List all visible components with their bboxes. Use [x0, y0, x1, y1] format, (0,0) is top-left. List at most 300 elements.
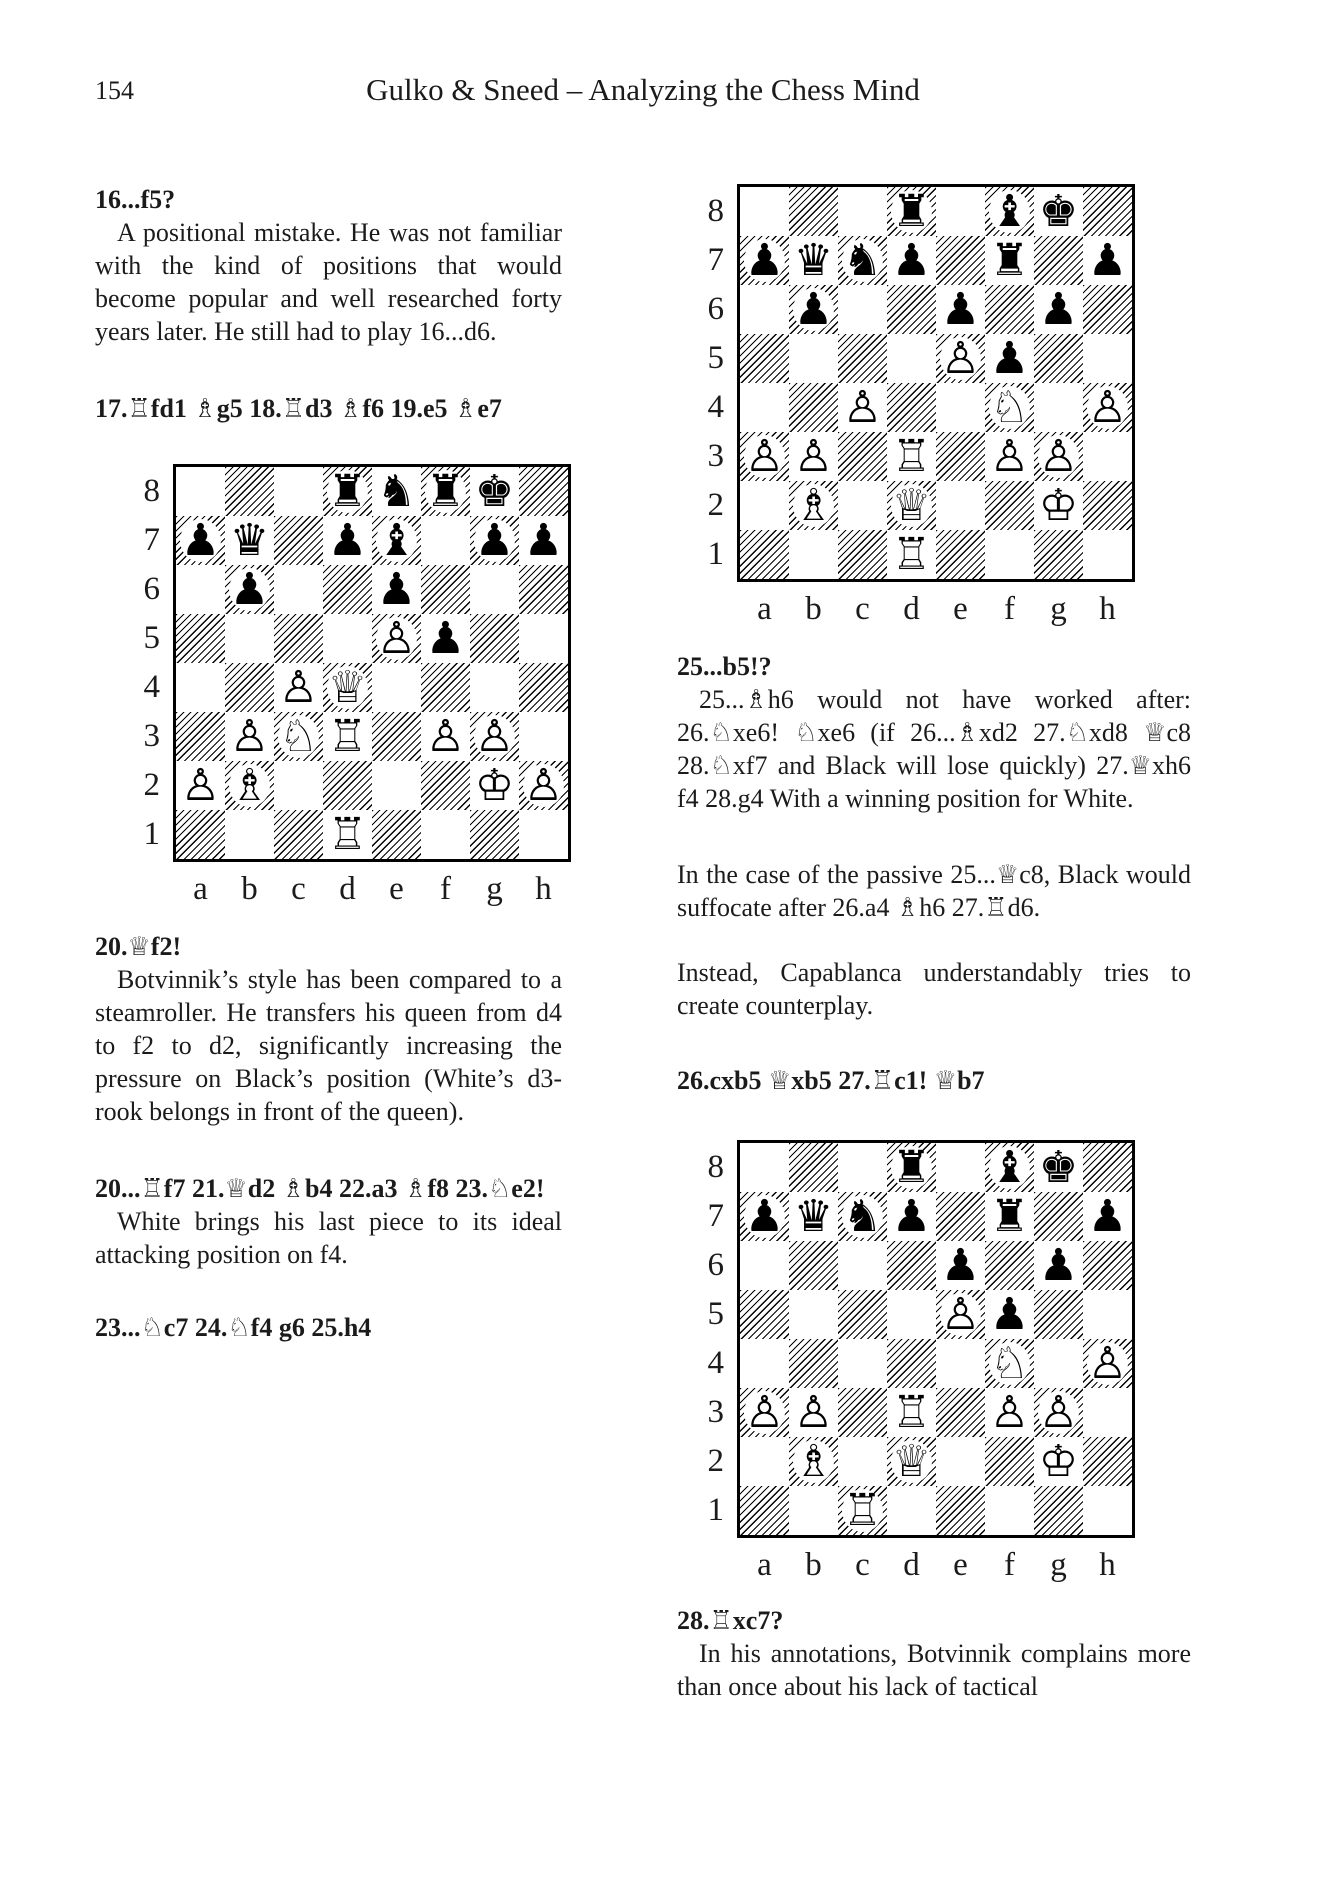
piece-p-h7: ♟	[1083, 1192, 1132, 1241]
square-e5	[372, 614, 421, 663]
rank-labels	[686, 187, 724, 579]
piece-Q-d4: ♕	[323, 663, 372, 712]
file-labels	[740, 1545, 1132, 1585]
piece-p-a7: ♟	[176, 516, 225, 565]
square-h1	[519, 810, 568, 859]
file-label-h: h	[1099, 1547, 1116, 1583]
square-f6	[985, 285, 1034, 334]
square-a7	[740, 1192, 789, 1241]
piece-p-f5: ♟	[421, 614, 470, 663]
square-h5	[1083, 334, 1132, 383]
square-c5	[838, 334, 887, 383]
square-f8	[985, 1143, 1034, 1192]
move-heading-25b5: 25...b5!?	[677, 652, 772, 681]
square-f3	[421, 712, 470, 761]
rank-label-1: 1	[707, 536, 724, 572]
square-c7	[838, 1192, 887, 1241]
square-h7	[1083, 236, 1132, 285]
piece-k-g8: ♚	[1034, 187, 1083, 236]
square-a8	[740, 187, 789, 236]
square-d2	[887, 1437, 936, 1486]
square-a5	[176, 614, 225, 663]
square-h3	[519, 712, 568, 761]
square-b8	[789, 187, 838, 236]
square-e2	[372, 761, 421, 810]
square-a4	[740, 383, 789, 432]
piece-p-g7: ♟	[470, 516, 519, 565]
piece-K-g2: ♔	[1034, 1437, 1083, 1486]
square-c8	[838, 1143, 887, 1192]
chess-board-2	[737, 184, 1135, 582]
piece-p-h7: ♟	[519, 516, 568, 565]
square-f8	[985, 187, 1034, 236]
piece-N-c3: ♘	[274, 712, 323, 761]
square-b1	[225, 810, 274, 859]
piece-p-g6: ♟	[1034, 1241, 1083, 1290]
square-a1	[740, 1486, 789, 1535]
rank-label-3: 3	[707, 1394, 724, 1430]
square-h4	[519, 663, 568, 712]
piece-b-f8: ♝	[985, 1143, 1034, 1192]
chess-diagram-1	[122, 464, 571, 910]
piece-p-b6: ♟	[225, 565, 274, 614]
square-g5	[470, 614, 519, 663]
file-label-b: b	[805, 1547, 822, 1583]
file-label-d: d	[903, 591, 920, 627]
square-f1	[985, 530, 1034, 579]
square-d8	[323, 467, 372, 516]
square-d4	[323, 663, 372, 712]
piece-B-b2: ♗	[225, 761, 274, 810]
piece-K-g2: ♔	[470, 761, 519, 810]
square-g6	[470, 565, 519, 614]
square-g7	[470, 516, 519, 565]
paragraph-positional-mistake: A positional mistake. He was not familiar with the kind of positions that would become popular and well researched forty years later. He still had to play 16...d6.	[95, 218, 562, 346]
piece-N-f4: ♘	[985, 1339, 1034, 1388]
square-d7	[323, 516, 372, 565]
square-g8	[470, 467, 519, 516]
piece-P-c4: ♙	[838, 383, 887, 432]
square-a8	[740, 1143, 789, 1192]
square-g6	[1034, 1241, 1083, 1290]
piece-N-f4: ♘	[985, 383, 1034, 432]
square-b5	[789, 1290, 838, 1339]
square-h8	[1083, 187, 1132, 236]
square-b6	[225, 565, 274, 614]
square-c6	[838, 285, 887, 334]
square-a4	[740, 1339, 789, 1388]
rank-label-8: 8	[707, 1149, 724, 1185]
file-label-g: g	[1050, 591, 1067, 627]
square-d1	[887, 1486, 936, 1535]
piece-k-g8: ♚	[1034, 1143, 1083, 1192]
rank-label-5: 5	[707, 1296, 724, 1332]
piece-P-b3: ♙	[789, 432, 838, 481]
square-c1	[274, 810, 323, 859]
square-e4	[372, 663, 421, 712]
square-b2	[225, 761, 274, 810]
piece-r-f8: ♜	[421, 467, 470, 516]
piece-r-f7: ♜	[985, 1192, 1034, 1241]
square-e3	[936, 432, 985, 481]
move-heading-20qf2: 20.♕f2!	[95, 932, 182, 961]
square-b3	[789, 432, 838, 481]
file-label-g: g	[1050, 1547, 1067, 1583]
move-line-17: 17.♖fd1 ♗g5 18.♖d3 ♗f6 19.e5 ♗e7	[95, 394, 502, 423]
piece-P-f3: ♙	[985, 432, 1034, 481]
square-g3	[470, 712, 519, 761]
square-d8	[887, 187, 936, 236]
square-g1	[470, 810, 519, 859]
square-d3	[887, 432, 936, 481]
paragraph-botvinnik-style: Botvinnik’s style has been compared to a steamroller. He transfers his queen from d4 to f2 to d2, significantly increasing the pressure on Black’s position (White’s d3-rook belongs in front of the queen).	[95, 965, 562, 1126]
square-c7	[838, 236, 887, 285]
square-c5	[274, 614, 323, 663]
square-d5	[887, 334, 936, 383]
piece-p-f5: ♟	[985, 1290, 1034, 1339]
rank-label-6: 6	[707, 1247, 724, 1283]
file-labels	[176, 869, 568, 909]
page-number: 154	[95, 76, 134, 105]
piece-P-h4: ♙	[1083, 383, 1132, 432]
square-f2	[421, 761, 470, 810]
square-g5	[1034, 334, 1083, 383]
square-a2	[176, 761, 225, 810]
rank-label-4: 4	[707, 389, 724, 425]
paragraph-annotations: In his annotations, Botvinnik complains more than once about his lack of tactical	[677, 1639, 1191, 1701]
square-g8	[1034, 1143, 1083, 1192]
square-a5	[740, 334, 789, 383]
square-b7	[789, 1192, 838, 1241]
piece-p-e6: ♟	[372, 565, 421, 614]
square-h8	[519, 467, 568, 516]
rank-labels	[122, 467, 160, 859]
rank-label-8: 8	[143, 473, 160, 509]
square-c3	[838, 1388, 887, 1437]
square-b2	[789, 1437, 838, 1486]
square-h6	[519, 565, 568, 614]
square-c2	[838, 481, 887, 530]
square-b7	[789, 236, 838, 285]
square-f5	[421, 614, 470, 663]
square-e6	[372, 565, 421, 614]
square-d3	[887, 1388, 936, 1437]
square-c4	[274, 663, 323, 712]
square-e2	[936, 1437, 985, 1486]
rank-label-3: 3	[707, 438, 724, 474]
square-d2	[887, 481, 936, 530]
square-h3	[1083, 432, 1132, 481]
piece-P-b3: ♙	[225, 712, 274, 761]
piece-P-f3: ♙	[421, 712, 470, 761]
square-b4	[789, 383, 838, 432]
square-d5	[323, 614, 372, 663]
square-b3	[789, 1388, 838, 1437]
square-a5	[740, 1290, 789, 1339]
file-label-a: a	[757, 591, 772, 627]
square-c1	[838, 1486, 887, 1535]
square-a2	[740, 481, 789, 530]
piece-r-d8: ♜	[887, 187, 936, 236]
move-line-26: 26.cxb5 ♕xb5 27.♖c1! ♕b7	[677, 1066, 985, 1095]
piece-q-b7: ♛	[789, 236, 838, 285]
square-d6	[887, 1241, 936, 1290]
square-b4	[789, 1339, 838, 1388]
square-g2	[1034, 1437, 1083, 1486]
file-label-f: f	[440, 871, 451, 907]
square-a6	[176, 565, 225, 614]
square-e4	[936, 1339, 985, 1388]
rank-label-4: 4	[707, 1345, 724, 1381]
rank-label-3: 3	[143, 718, 160, 754]
square-a1	[176, 810, 225, 859]
square-e2	[936, 481, 985, 530]
square-d1	[323, 810, 372, 859]
rank-label-2: 2	[707, 487, 724, 523]
square-c6	[838, 1241, 887, 1290]
file-label-c: c	[855, 1547, 870, 1583]
piece-P-e5: ♙	[936, 334, 985, 383]
square-f1	[985, 1486, 1034, 1535]
rank-label-4: 4	[143, 669, 160, 705]
square-d6	[323, 565, 372, 614]
square-c8	[274, 467, 323, 516]
square-g4	[1034, 383, 1083, 432]
square-d4	[887, 1339, 936, 1388]
file-label-d: d	[339, 871, 356, 907]
square-h8	[1083, 1143, 1132, 1192]
square-e1	[936, 530, 985, 579]
square-h7	[1083, 1192, 1132, 1241]
rank-label-2: 2	[143, 767, 160, 803]
piece-k-g8: ♚	[470, 467, 519, 516]
rank-label-7: 7	[143, 522, 160, 558]
square-d1	[887, 530, 936, 579]
square-c4	[838, 1339, 887, 1388]
rank-label-7: 7	[707, 242, 724, 278]
piece-r-f7: ♜	[985, 236, 1034, 285]
square-c3	[838, 432, 887, 481]
piece-P-g3: ♙	[1034, 1388, 1083, 1437]
square-g3	[1034, 1388, 1083, 1437]
rank-label-7: 7	[707, 1198, 724, 1234]
piece-p-d7: ♟	[887, 236, 936, 285]
square-e6	[936, 1241, 985, 1290]
square-e6	[936, 285, 985, 334]
square-d2	[323, 761, 372, 810]
file-label-e: e	[953, 591, 968, 627]
square-c2	[274, 761, 323, 810]
square-b1	[789, 1486, 838, 1535]
square-h1	[1083, 530, 1132, 579]
piece-p-e6: ♟	[936, 1241, 985, 1290]
rank-label-2: 2	[707, 1443, 724, 1479]
square-g3	[1034, 432, 1083, 481]
square-h6	[1083, 285, 1132, 334]
file-label-d: d	[903, 1547, 920, 1583]
square-d3	[323, 712, 372, 761]
piece-P-b3: ♙	[789, 1388, 838, 1437]
move-line-20: 20...♖f7 21.♕d2 ♗b4 22.a3 ♗f8 23.♘e2!	[95, 1174, 545, 1203]
piece-K-g2: ♔	[1034, 481, 1083, 530]
square-b4	[225, 663, 274, 712]
file-label-h: h	[535, 871, 552, 907]
square-a1	[740, 530, 789, 579]
square-e8	[372, 467, 421, 516]
square-b7	[225, 516, 274, 565]
piece-p-d7: ♟	[323, 516, 372, 565]
square-b6	[789, 285, 838, 334]
square-g5	[1034, 1290, 1083, 1339]
piece-Q-d2: ♕	[887, 481, 936, 530]
chess-board-1	[173, 464, 571, 862]
move-heading-28rxc7: 28.♖xc7?	[677, 1606, 784, 1635]
square-f2	[985, 481, 1034, 530]
piece-P-h2: ♙	[519, 761, 568, 810]
square-h4	[1083, 1339, 1132, 1388]
square-a6	[740, 1241, 789, 1290]
piece-b-e7: ♝	[372, 516, 421, 565]
square-h7	[519, 516, 568, 565]
piece-P-f3: ♙	[985, 1388, 1034, 1437]
square-a7	[176, 516, 225, 565]
piece-P-e5: ♙	[372, 614, 421, 663]
rank-label-5: 5	[707, 340, 724, 376]
piece-b-f8: ♝	[985, 187, 1034, 236]
chess-board-3	[737, 1140, 1135, 1538]
move-line-23: 23...♘c7 24.♘f4 g6 25.h4	[95, 1313, 372, 1342]
square-h6	[1083, 1241, 1132, 1290]
piece-q-b7: ♛	[225, 516, 274, 565]
square-g1	[1034, 530, 1083, 579]
square-f7	[421, 516, 470, 565]
square-b5	[789, 334, 838, 383]
piece-q-b7: ♛	[789, 1192, 838, 1241]
file-label-f: f	[1004, 1547, 1015, 1583]
square-h3	[1083, 1388, 1132, 1437]
chess-diagram-2	[686, 184, 1135, 630]
file-label-b: b	[805, 591, 822, 627]
square-b5	[225, 614, 274, 663]
piece-n-e8: ♞	[372, 467, 421, 516]
square-h5	[1083, 1290, 1132, 1339]
piece-p-g6: ♟	[1034, 285, 1083, 334]
file-label-c: c	[855, 591, 870, 627]
square-e5	[936, 1290, 985, 1339]
piece-n-c7: ♞	[838, 1192, 887, 1241]
square-c7	[274, 516, 323, 565]
square-g2	[1034, 481, 1083, 530]
piece-p-a7: ♟	[740, 1192, 789, 1241]
square-c3	[274, 712, 323, 761]
square-g4	[470, 663, 519, 712]
square-f4	[985, 1339, 1034, 1388]
square-g8	[1034, 187, 1083, 236]
piece-n-c7: ♞	[838, 236, 887, 285]
square-g6	[1034, 285, 1083, 334]
square-h4	[1083, 383, 1132, 432]
paragraph-white-brings: White brings his last piece to its ideal attacking position on f4.	[95, 1207, 562, 1269]
square-f1	[421, 810, 470, 859]
square-f4	[985, 383, 1034, 432]
square-d7	[887, 1192, 936, 1241]
square-f2	[985, 1437, 1034, 1486]
square-h2	[1083, 481, 1132, 530]
square-f3	[985, 1388, 1034, 1437]
square-c1	[838, 530, 887, 579]
square-h1	[1083, 1486, 1132, 1535]
square-f4	[421, 663, 470, 712]
file-label-e: e	[389, 871, 404, 907]
square-d6	[887, 285, 936, 334]
piece-p-h7: ♟	[1083, 236, 1132, 285]
piece-P-g3: ♙	[470, 712, 519, 761]
piece-R-c1: ♖	[838, 1486, 887, 1535]
file-label-b: b	[241, 871, 258, 907]
square-f6	[421, 565, 470, 614]
square-b1	[789, 530, 838, 579]
file-label-g: g	[486, 871, 503, 907]
square-a2	[740, 1437, 789, 1486]
page-title: Gulko & Sneed – Analyzing the Chess Mind	[366, 72, 920, 107]
square-b2	[789, 481, 838, 530]
piece-Q-d2: ♕	[887, 1437, 936, 1486]
square-b3	[225, 712, 274, 761]
rank-label-6: 6	[707, 291, 724, 327]
square-d4	[887, 383, 936, 432]
square-e3	[372, 712, 421, 761]
file-label-c: c	[291, 871, 306, 907]
rank-label-1: 1	[707, 1492, 724, 1528]
square-c8	[838, 187, 887, 236]
file-label-f: f	[1004, 591, 1015, 627]
square-e7	[936, 1192, 985, 1241]
square-f6	[985, 1241, 1034, 1290]
piece-P-a3: ♙	[740, 1388, 789, 1437]
piece-p-d7: ♟	[887, 1192, 936, 1241]
square-e4	[936, 383, 985, 432]
square-a6	[740, 285, 789, 334]
piece-B-b2: ♗	[789, 481, 838, 530]
piece-R-d1: ♖	[887, 530, 936, 579]
piece-B-b2: ♗	[789, 1437, 838, 1486]
piece-R-d3: ♖	[323, 712, 372, 761]
square-g7	[1034, 1192, 1083, 1241]
square-a3	[176, 712, 225, 761]
square-g7	[1034, 236, 1083, 285]
square-a4	[176, 663, 225, 712]
square-h5	[519, 614, 568, 663]
piece-P-c4: ♙	[274, 663, 323, 712]
square-f5	[985, 1290, 1034, 1339]
square-b8	[789, 1143, 838, 1192]
square-f8	[421, 467, 470, 516]
square-c5	[838, 1290, 887, 1339]
square-e5	[936, 334, 985, 383]
piece-p-b6: ♟	[789, 285, 838, 334]
square-a3	[740, 1388, 789, 1437]
piece-p-f5: ♟	[985, 334, 1034, 383]
paragraph-passive-qc8: In the case of the passive 25...♕c8, Black would suffocate after 26.a4 ♗h6 27.♖d6.	[677, 860, 1191, 922]
square-e1	[372, 810, 421, 859]
square-d5	[887, 1290, 936, 1339]
square-d7	[887, 236, 936, 285]
square-e1	[936, 1486, 985, 1535]
piece-R-d1: ♖	[323, 810, 372, 859]
square-g1	[1034, 1486, 1083, 1535]
piece-p-e6: ♟	[936, 285, 985, 334]
piece-p-a7: ♟	[740, 236, 789, 285]
